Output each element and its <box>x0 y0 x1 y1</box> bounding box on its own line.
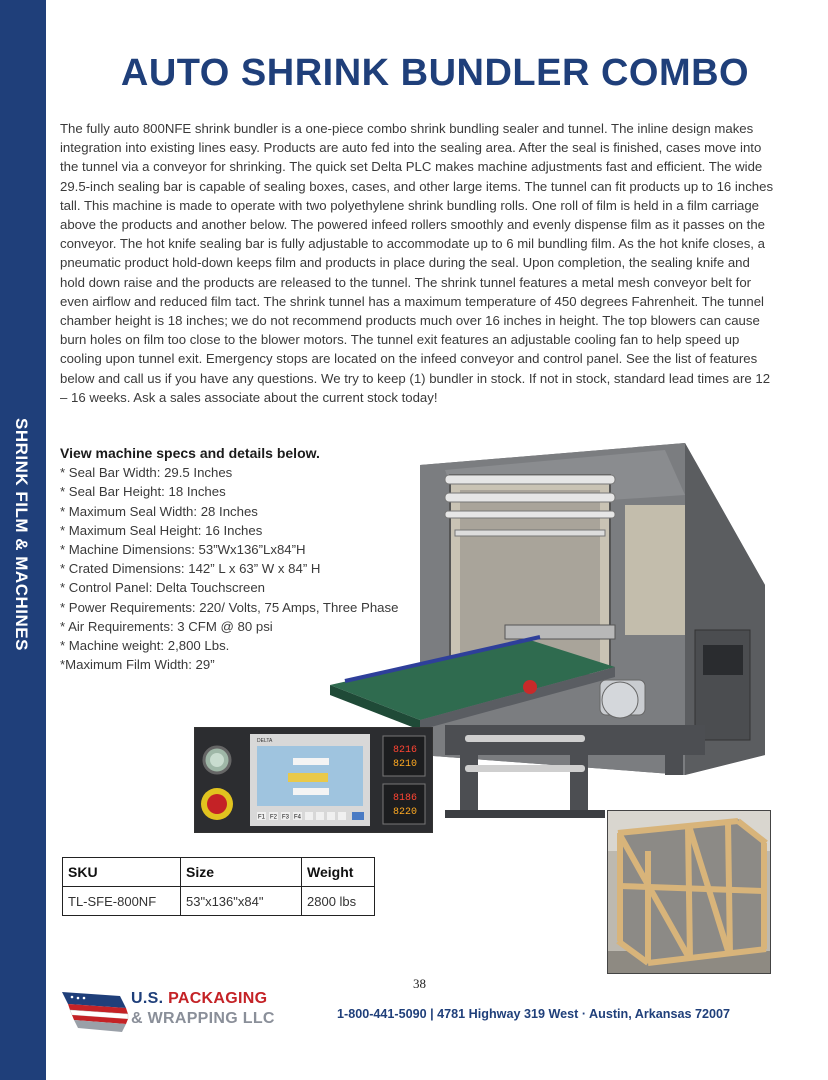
meter-top-pv: 8216 <box>393 745 418 756</box>
hmi-key-f1: F1 <box>258 814 266 821</box>
spec-item: * Seal Bar Height: 18 Inches <box>60 484 226 500</box>
page-title: AUTO SHRINK BUNDLER COMBO <box>120 52 750 94</box>
spec-item: * Maximum Seal Width: 28 Inches <box>60 503 258 519</box>
weight-cell: 2800 lbs <box>302 887 375 916</box>
contact-info: 1-800-441-5090 | 4781 Highway 319 West · Austin, Arkansas 72007 <box>337 1007 730 1021</box>
size-cell: 53"x136"x84" <box>181 887 302 916</box>
spec-heading: View machine specs and details below. <box>60 445 320 461</box>
logo-text-us: U.S. <box>131 990 169 1007</box>
spec-item: * Seal Bar Width: 29.5 Inches <box>60 465 233 481</box>
spec-item: * Maximum Seal Height: 16 Inches <box>60 522 263 538</box>
crated-machine-image <box>607 810 771 974</box>
company-logo <box>60 982 290 1034</box>
section-label: SHRINK FILM & MACHINES <box>12 418 31 651</box>
meter-bottom-pv: 8186 <box>393 793 418 804</box>
flag-logo-icon <box>60 982 130 1034</box>
spec-item: * Machine weight: 2,800 Lbs. <box>60 638 230 654</box>
spec-item: * Machine Dimensions: 53”Wx136”Lx84”H <box>60 542 306 558</box>
hmi-key-f2: F2 <box>270 814 278 821</box>
table-row <box>63 887 375 916</box>
logo-text-wrapping: & WRAPPING LLC <box>131 1010 275 1027</box>
table-header-row <box>63 858 375 887</box>
column-header-sku: SKU <box>63 858 181 887</box>
hmi-key-f4: F4 <box>294 814 302 821</box>
delta-brand-label: DELTA <box>257 738 273 744</box>
spec-item: * Power Requirements: 220/ Volts, 75 Amps, Three Phase <box>60 599 399 615</box>
page-number: 38 <box>413 976 426 991</box>
logo-text-packaging: PACKAGING <box>168 990 268 1007</box>
meter-bottom-sv: 8220 <box>393 807 418 818</box>
meter-top-sv: 8210 <box>393 759 418 770</box>
spec-item: * Air Requirements: 3 CFM @ 80 psi <box>60 618 273 634</box>
column-header-size: Size <box>181 858 302 887</box>
column-header-weight: Weight <box>302 858 375 887</box>
spec-item: * Control Panel: Delta Touchscreen <box>60 580 266 596</box>
spec-item: * Crated Dimensions: 142” L x 63” W x 84” H <box>60 561 321 577</box>
control-panel-image <box>194 727 433 833</box>
sku-table <box>62 857 375 916</box>
sku-cell: TL-SFE-800NF <box>63 887 181 916</box>
product-description: The fully auto 800NFE shrink bundler is a one-piece combo shrink bundling sealer and tunnel. The inline design makes integration into existing lines easy. Products are auto fed into the sealing area. After the seal is finished, cases move into the tunnel via a conveyor for shrinking. The quick set Delta PLC makes machine adjustments fast and efficient. The wide 29.5-inch sealing bar is capable of sealing boxes, cases, and other large items. The tunnel can fit products up to 16 inches tall. This machine is made to operate with two polyethylene shrink bundling rolls. One roll of film is held in a film carriage above the products and another below. The powered infeed rollers smoothly and evenly dispense film as it passes on the conveyor. The hot knife sealing bar is fully adjustable to accommodate up to 6 mil bundling film. As the hot knife closes, a pneumatic product hold-down keeps film and products in place during the seal. Upon completion, the sealing knife and hold down raise and the products are released to the tunnel. The shrink tunnel features a metal mesh conveyor belt for even airflow and reduced film tact. The shrink tunnel has a maximum temperature of 450 degrees Fahrenheit. The tunnel chamber height is 18 inches; we do not recommend products much over 16 inches in height. The top blowers can cause burn holes on film too close to the blower motors. The tunnel exit features an adjustable cooling fan to help speed up cooling upon tunnel exit. Emergency stops are located on the infeed conveyor and control panel. See the list of features below and call us if you have any questions. We try to keep (1) bundler in stock. If not in stock, standard lead times are 12 – 16 weeks. Ask a sales associate about the current stock today! <box>60 121 774 405</box>
spec-item: *Maximum Film Width: 29” <box>60 657 215 673</box>
hmi-key-f3: F3 <box>282 814 290 821</box>
